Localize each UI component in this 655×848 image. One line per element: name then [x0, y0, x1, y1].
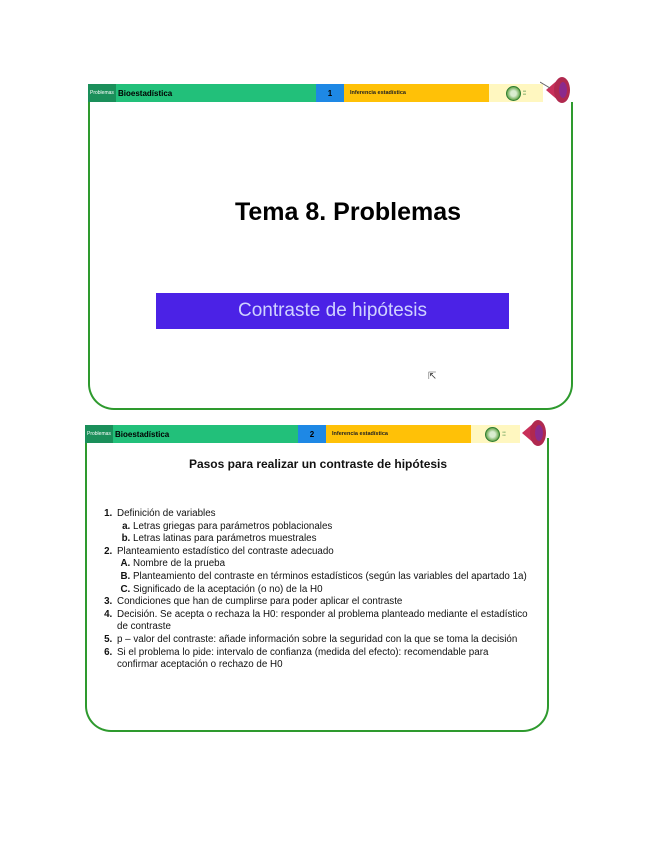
step-text: Si el problema lo pide: intervalo de confianza (medida del efecto): recomendable para confirmar aceptación o rechazo de H0 [117, 646, 489, 671]
header-course: Bioestadística [116, 84, 316, 102]
header-slide-number: 2 [298, 425, 326, 443]
sub-step-item [133, 584, 531, 597]
mouse-cursor-icon: ⇱ [428, 371, 437, 382]
sub-step-item [133, 558, 531, 571]
sub-step-text: Planteamiento del contraste en términos estadísticos (según las variables del apartado 1a) [133, 570, 527, 582]
step-text: Planteamiento estadístico del contraste adecuado [117, 545, 334, 557]
sub-step-text: Nombre de la prueba [133, 558, 226, 570]
header-topic: Inferencia estadística [344, 84, 489, 102]
sub-step-item [133, 521, 531, 534]
slide-1-header [88, 84, 543, 102]
university-logo [489, 84, 543, 102]
steps-list [101, 508, 531, 672]
step-item [115, 634, 531, 647]
slide-1-frame [88, 102, 573, 410]
university-logo-mark: ▪▪▪ ▪▪▪ [502, 430, 506, 437]
university-logo-mark: ▪▪▪ ▪▪▪ [522, 89, 527, 96]
sub-step-item [133, 533, 531, 546]
header-tag: Problemas [88, 84, 116, 102]
sub-step-text: Letras latinas para parámetros muestrales [133, 533, 317, 545]
university-seal-icon [485, 427, 500, 442]
header-course: Bioestadística [113, 425, 298, 443]
step-text: p – valor del contraste: añade información sobre la seguridad con la que se toma la decisión [117, 633, 518, 645]
slide-1 [88, 84, 573, 410]
step-text: Definición de variables [117, 508, 216, 519]
university-logo [471, 425, 520, 443]
step-text: Condiciones que han de cumplirse para poder aplicar el contraste [117, 596, 403, 608]
speaker-horn-icon [540, 72, 574, 108]
step-item [115, 609, 531, 634]
slide-2-title: Pasos para realizar un contraste de hipótesis [188, 457, 448, 471]
step-item [115, 647, 531, 672]
header-tag: Problemas [85, 425, 113, 443]
slide-1-title: Tema 8. Problemas [234, 198, 462, 226]
slide-2 [85, 420, 551, 734]
topic-banner: Contraste de hipótesis [156, 293, 509, 329]
step-item [115, 596, 531, 609]
header-topic: Inferencia estadística [326, 425, 471, 443]
header-slide-number: 1 [316, 84, 344, 102]
university-seal-icon [506, 86, 521, 101]
step-text: Decisión. Se acepta o rechaza la H0: responder al problema planteado mediante el estadístico de contraste [117, 608, 528, 633]
sub-step-text: Letras griegas para parámetros poblacionales [133, 520, 333, 532]
speaker-horn-icon [518, 416, 550, 450]
step-item [115, 546, 531, 596]
sub-step-item [133, 571, 531, 584]
step-item [115, 508, 531, 546]
sub-step-text: Significado de la aceptación (o no) de la H0 [133, 583, 323, 595]
slide-2-header [85, 425, 520, 443]
